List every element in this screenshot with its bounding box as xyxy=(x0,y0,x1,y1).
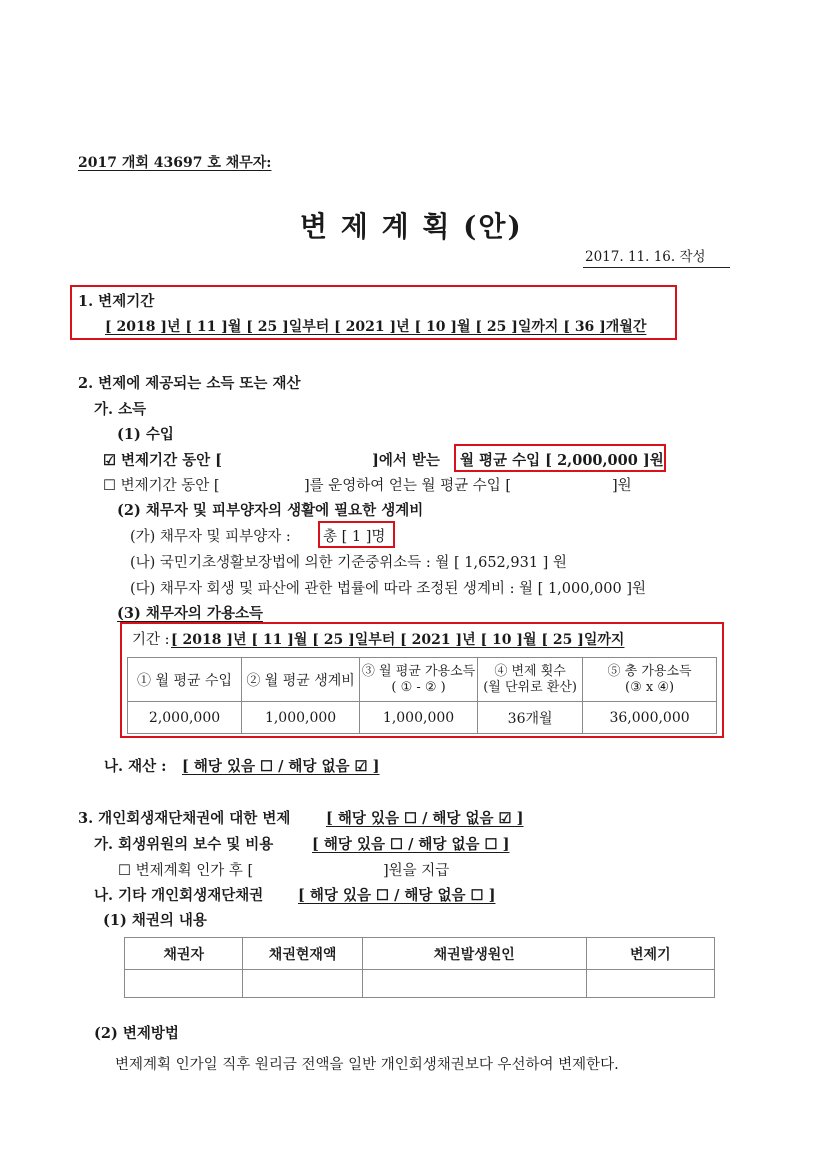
commissioner-fee-item-end: ]원을 지급 xyxy=(383,863,450,879)
header-repayment-count xyxy=(478,658,583,702)
claim-header-due-date: 변제기 xyxy=(586,938,714,970)
section-3-heading: 3. 개인회생재단채권에 대한 변제 xyxy=(78,810,291,827)
income-option-employment: ☑ 변제기간 동안 [ xyxy=(103,452,223,469)
date-underline xyxy=(583,267,730,268)
claim-header-amount: 채권현재액 xyxy=(243,938,362,970)
claim-header-cause: 채권발생원인 xyxy=(362,938,586,970)
claim-table xyxy=(124,937,715,998)
claim-header-creditor: 채권자 xyxy=(125,938,243,970)
repayment-period: [ 2018 ]년 [ 11 ]월 [ 25 ]일부터 [ 2021 ]년 [ 10 ]월 [ 25 ]일까지 [ 36 ]개월간 xyxy=(105,319,647,335)
cell-text: ① 월 평균 수입 xyxy=(137,672,233,689)
cell-text: ③ 월 평균 가용소득 ( ① - ② ) xyxy=(361,663,476,695)
document-title: 변 제 계 획 (안) xyxy=(300,210,523,243)
section-2-heading: 2. 변제에 제공되는 소득 또는 재산 xyxy=(78,375,301,392)
value-total-available-income: 36,000,000 xyxy=(583,702,717,734)
claim-cell-cause xyxy=(362,970,586,998)
claim-cell-creditor xyxy=(125,970,243,998)
dependents-label: (가) 채무자 및 피부양자 : xyxy=(130,529,291,545)
cell-text: ④ 변제 횟수 (월 단위로 환산) xyxy=(483,663,577,695)
available-period-label: 기간 : xyxy=(132,632,170,648)
monthly-income: 월 평균 수입 [ 2,000,000 ]원 xyxy=(460,452,664,469)
header-available-income xyxy=(360,658,478,702)
repayment-method-text: 변제계획 인가일 직후 원리금 전액을 일반 개인회생채권보다 우선하여 변제한다. xyxy=(115,1057,619,1073)
median-income-line: (나) 국민기초생활보장법에 의한 기준중위소득 : 월 [ 1,652,931 ] 원 xyxy=(130,555,567,571)
value-monthly-living-cost: 1,000,000 xyxy=(242,702,360,734)
cell-text: ⑤ 총 가용소득 (③ x ④) xyxy=(607,663,692,695)
income-option-business-end: ]원 xyxy=(612,478,632,494)
section-1-heading: 1. 변제기간 xyxy=(78,293,155,310)
available-income-heading: (3) 채무자의 가용소득 xyxy=(117,605,263,622)
income-heading: (1) 수입 xyxy=(117,426,174,443)
available-income-table xyxy=(127,657,717,734)
header-monthly-living-cost xyxy=(242,658,360,702)
property-label: 나. 재산 : xyxy=(104,758,167,775)
value-repayment-count: 36개월 xyxy=(478,702,583,734)
claim-cell-amount xyxy=(243,970,362,998)
commissioner-fee-label: 가. 회생위원의 보수 및 비용 xyxy=(94,836,274,853)
claim-cell-due-date xyxy=(586,970,714,998)
adjusted-living-cost-line: (다) 채무자 회생 및 파산에 관한 법률에 따라 조정된 생계비 : 월 [ 1,000,000 ]원 xyxy=(130,581,647,597)
other-claims-status: [ 해당 있음 ☐ / 해당 없음 ☐ ] xyxy=(298,887,496,904)
claim-content-heading: (1) 채권의 내용 xyxy=(103,912,207,929)
property-value: [ 해당 있음 ☐ / 해당 없음 ☑ ] xyxy=(182,758,380,775)
section-2-ga-heading: 가. 소득 xyxy=(94,401,147,418)
cell-text: ② 월 평균 생계비 xyxy=(246,672,355,689)
repayment-method-heading: (2) 변제방법 xyxy=(94,1025,179,1042)
header-total-available-income xyxy=(583,658,717,702)
income-option-employment-mid: ]에서 받는 xyxy=(372,452,440,469)
commissioner-fee-status: [ 해당 있음 ☐ / 해당 없음 ☐ ] xyxy=(312,836,510,853)
available-period: [ 2018 ]년 [ 11 ]월 [ 25 ]일부터 [ 2021 ]년 [ 10 ]월 [ 25 ]일까지 xyxy=(171,632,625,648)
value-monthly-income: 2,000,000 xyxy=(128,702,242,734)
case-number-line: 2017 개회 43697 호 채무자: xyxy=(78,155,272,171)
income-option-business-mid: ]를 운영하여 얻는 월 평균 수입 [ xyxy=(304,478,512,494)
income-option-business: ☐ 변제기간 동안 [ xyxy=(103,478,220,494)
section-3-status: [ 해당 있음 ☐ / 해당 없음 ☑ ] xyxy=(326,810,524,827)
commissioner-fee-item: ☐ 변제계획 인가 후 [ xyxy=(118,863,254,879)
living-cost-heading: (2) 채무자 및 피부양자의 생활에 필요한 생계비 xyxy=(117,502,424,519)
other-claims-label: 나. 기타 개인회생재단채권 xyxy=(94,887,264,904)
value-available-income: 1,000,000 xyxy=(360,702,478,734)
dependents-count: 총 [ 1 ]명 xyxy=(323,529,386,545)
creation-date: 2017. 11. 16. 작성 xyxy=(585,249,706,265)
header-monthly-income xyxy=(128,658,242,702)
